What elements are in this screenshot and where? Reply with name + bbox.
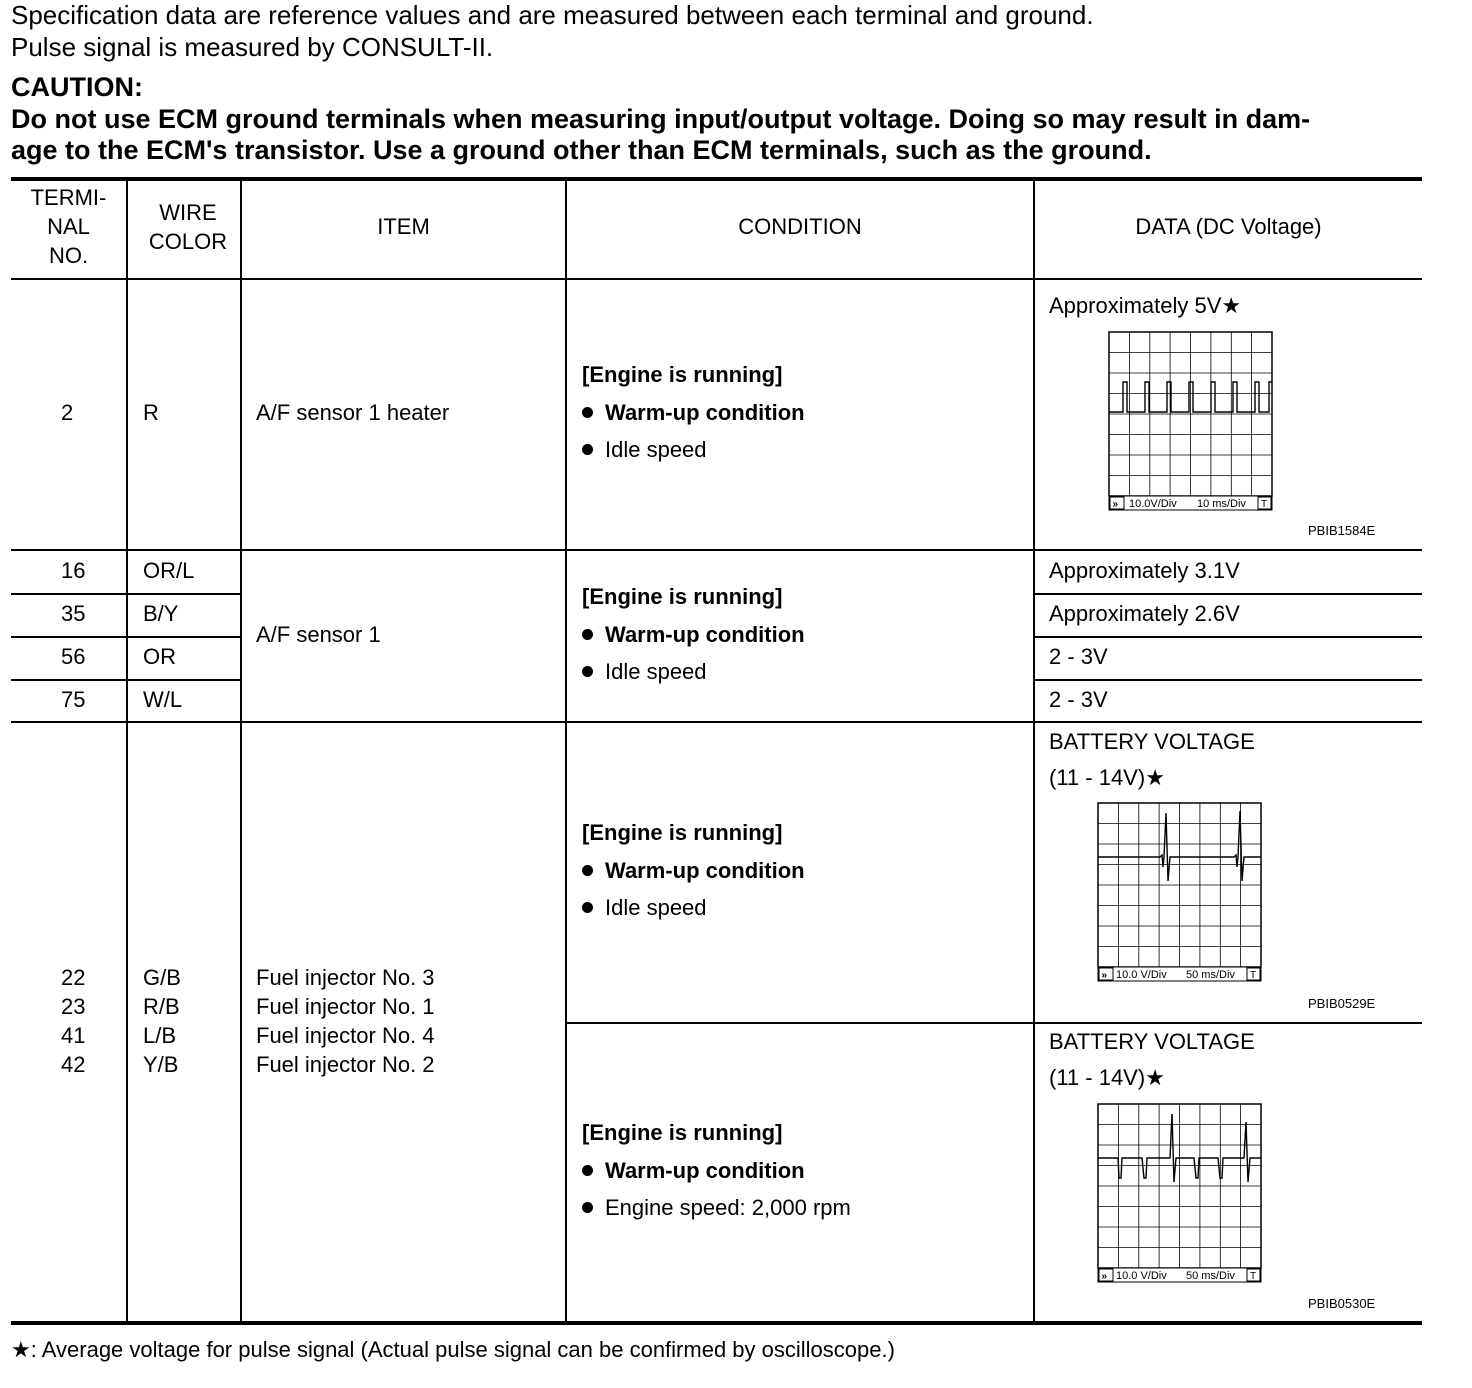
row2-data-16: Approximately 3.1V — [1049, 558, 1240, 583]
row3b-condition-bullet-1: Warm-up condition — [582, 1160, 805, 1182]
fig1-scale: 10.0V/Div — [1129, 498, 1177, 510]
row3b-condition-bullet-2: Engine speed: 2,000 rpm — [582, 1197, 851, 1219]
caution-line-2: age to the ECM's transistor. Use a ground other than ECM terminals, such as the ground. — [11, 135, 1152, 165]
row3b-condition-title: [Engine is running] — [582, 1120, 783, 1145]
fig3-code: PBIB0530E — [1308, 1296, 1376, 1311]
row2-terminal-75: 75 — [61, 687, 86, 712]
row2-data-35: Approximately 2.6V — [1049, 601, 1240, 626]
row1-wire-color: R — [143, 400, 159, 425]
header-wire-color: WIRE COLOR — [148, 200, 228, 254]
fig2-mode: » — [1101, 970, 1108, 981]
row3a-data-line-2: (11 - 14V)★ — [1049, 765, 1165, 790]
row2-condition-title: [Engine is running] — [582, 584, 783, 609]
bullet-icon — [582, 902, 593, 913]
row2-wire-16: OR/L — [143, 558, 195, 583]
row2-data-56: 2 - 3V — [1049, 644, 1108, 669]
row3-terminals: 22 23 41 42 — [61, 965, 86, 1077]
row2-terminal-35: 35 — [61, 601, 86, 626]
row3b-data-line-1: BATTERY VOLTAGE — [1049, 1029, 1255, 1054]
row3b-data-line-2: (11 - 14V)★ — [1049, 1065, 1165, 1090]
row3a-data-line-1: BATTERY VOLTAGE — [1049, 729, 1255, 754]
row2-terminal-56: 56 — [61, 644, 86, 669]
row2-item: A/F sensor 1 — [256, 622, 381, 647]
row2-wire-35: B/Y — [143, 601, 179, 626]
fig2-time: 50 ms/Div — [1186, 969, 1235, 981]
header-condition: CONDITION — [738, 214, 862, 239]
fig3-time: 50 ms/Div — [1186, 1270, 1235, 1282]
fig2-code: PBIB0529E — [1308, 996, 1376, 1011]
bullet-icon — [582, 629, 593, 640]
row1-terminal: 2 — [61, 400, 74, 425]
header-terminal-no: TERMI- NAL NO. — [30, 185, 107, 268]
oscilloscope-waveform-2 — [1094, 801, 1266, 984]
row1-item: A/F sensor 1 heater — [256, 400, 450, 425]
row1-data: Approximately 5V★ — [1049, 293, 1242, 318]
oscilloscope-waveform-3 — [1094, 1102, 1266, 1285]
row2-wire-56: OR — [143, 644, 176, 669]
row2-data-75: 2 - 3V — [1049, 687, 1108, 712]
row1-condition-title: [Engine is running] — [582, 362, 783, 387]
row2-terminal-16: 16 — [61, 558, 86, 583]
bullet-icon — [582, 407, 593, 418]
caution-heading: CAUTION: — [11, 72, 143, 102]
star-icon: ★ — [1145, 1065, 1165, 1090]
row2-wire-75: W/L — [143, 687, 183, 712]
bullet-icon — [582, 666, 593, 677]
header-data: DATA (DC Voltage) — [1135, 214, 1322, 239]
caution-line-1: Do not use ECM ground terminals when measuring input/output voltage. Doing so may result in dam- — [11, 104, 1311, 134]
intro-line-2: Pulse signal is measured by CONSULT-II. — [11, 32, 494, 62]
row2-condition-bullet-2: Idle speed — [582, 661, 707, 683]
bullet-icon — [582, 444, 593, 455]
row3-wire-colors: G/B R/B L/B Y/B — [143, 965, 181, 1077]
fig3-trigger: T — [1250, 1271, 1257, 1282]
bullet-icon — [582, 1202, 593, 1213]
star-icon: ★ — [11, 1337, 31, 1362]
fig1-code: PBIB1584E — [1308, 523, 1376, 538]
fig1-trigger: T — [1261, 499, 1268, 510]
row3-items: Fuel injector No. 3 Fuel injector No. 1 Fuel injector No. 4 Fuel injector No. 2 — [256, 965, 435, 1077]
fig3-scale: 10.0 V/Div — [1116, 1270, 1167, 1282]
row3a-condition-bullet-1: Warm-up condition — [582, 860, 805, 882]
row1-condition-bullet-2: Idle speed — [582, 439, 707, 461]
fig1-mode: » — [1112, 499, 1119, 510]
fig2-trigger: T — [1250, 970, 1257, 981]
fig3-mode: » — [1101, 1271, 1108, 1282]
intro-line-1: Specification data are reference values and are measured between each terminal and ground. — [11, 0, 1094, 30]
row3a-condition-title: [Engine is running] — [582, 820, 783, 845]
star-icon: ★ — [1145, 765, 1165, 790]
fig1-time: 10 ms/Div — [1197, 498, 1246, 510]
fig2-scale: 10.0 V/Div — [1116, 969, 1167, 981]
oscilloscope-waveform-1 — [1105, 330, 1277, 512]
row1-condition-bullet-1: Warm-up condition — [582, 402, 805, 424]
row2-condition-bullet-1: Warm-up condition — [582, 624, 805, 646]
footnote: ★: Average voltage for pulse signal (Actual pulse signal can be confirmed by oscilloscope.) — [11, 1337, 895, 1362]
bullet-icon — [582, 1165, 593, 1176]
bullet-icon — [582, 865, 593, 876]
header-item: ITEM — [377, 214, 430, 239]
star-icon: ★ — [1221, 293, 1242, 318]
row3a-condition-bullet-2: Idle speed — [582, 897, 707, 919]
